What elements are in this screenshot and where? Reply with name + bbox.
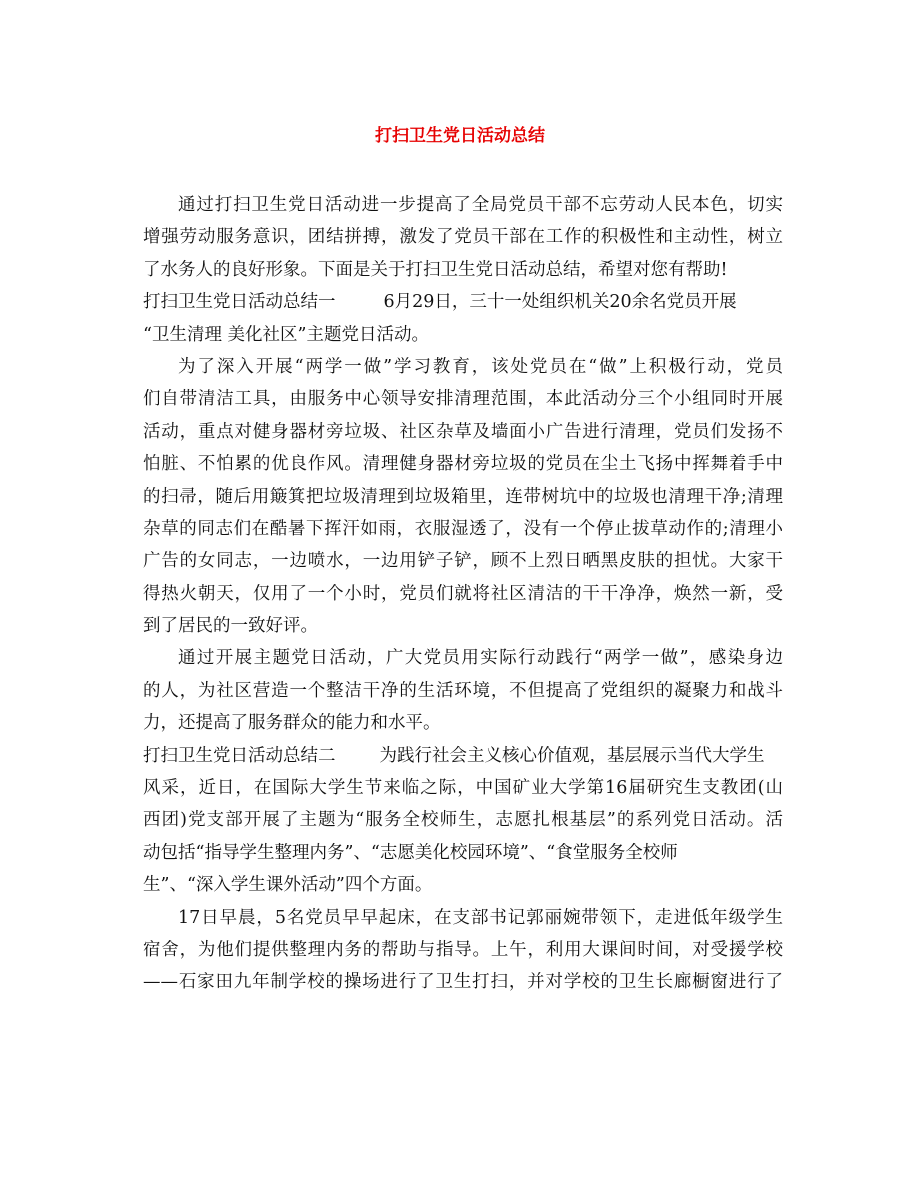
paragraph-line: 广告的女同志，一边喷水，一边用铲子铲，顾不上烈日晒黑皮肤的担忧。大家干 — [143, 551, 783, 572]
section-heading: 打扫卫生党日活动总结二 — [143, 745, 336, 766]
paragraph-line: 到了居民的一致好评。 — [143, 616, 318, 637]
paragraph-line: 怕脏、不怕累的优良作风。清理健身器材旁垃圾的党员在尘土飞扬中挥舞着手中 — [143, 454, 783, 475]
paragraph-line: 17日早晨，5名党员早早起床，在支部书记郭丽婉带领下，走进低年级学生 — [178, 907, 783, 928]
paragraph-line: 的人，为社区营造一个整洁干净的生活环境，不但提高了党组织的凝聚力和战斗 — [143, 680, 783, 701]
paragraph-line: 增强劳动服务意识，团结拼搏，激发了党员干部在工作的积极性和主动性，树立 — [143, 227, 783, 248]
paragraph-line: 为了深入开展“两学一做”学习教育，该处党员在“做”上积极行动，党员 — [178, 356, 783, 377]
paragraph-line: 通过打扫卫生党日活动进一步提高了全局党员干部不忘劳动人民本色，切实 — [178, 195, 783, 215]
paragraph-line: 宿舍，为他们提供整理内务的帮助与指导。上午，利用大课间时间，对受援学校 — [143, 939, 783, 960]
paragraph-line: 们自带清洁工具，由服务中心领导安排清理范围，本此活动分三个小组同时开展 — [143, 389, 783, 410]
document-title: 打扫卫生党日活动总结 — [375, 126, 545, 146]
section-lead-text: 6月29日，三十一处组织机关20余名党员开展 — [383, 292, 737, 313]
paragraph-line: “卫生清理 美化社区”主题党日活动。 — [143, 324, 429, 345]
paragraph-line: 得热火朝天，仅用了一个小时，党员们就将社区清洁的干干净净，焕然一新，受 — [143, 583, 783, 604]
paragraph-line: 生”、“深入学生课外活动”四个方面。 — [143, 875, 433, 896]
paragraph-line: 西团)党支部开展了主题为“服务全校师生，志愿扎根基层”的系列党日活动。活 — [143, 810, 783, 831]
section-heading: 打扫卫生党日活动总结一 — [143, 292, 336, 313]
paragraph-line: 了水务人的良好形象。下面是关于打扫卫生党日活动总结，希望对您有帮助! — [143, 259, 728, 280]
document-body — [143, 189, 783, 999]
paragraph-line: 的扫帚，随后用簸箕把垃圾清理到垃圾箱里，连带树坑中的垃圾也清理干净;清理 — [143, 486, 783, 507]
paragraph-line: 力，还提高了服务群众的能力和水平。 — [143, 713, 441, 734]
section-lead-text: 为践行社会主义核心价值观，基层展示当代大学生 — [379, 745, 765, 766]
paragraph-line: 活动，重点对健身器材旁垃圾、社区杂草及墙面小广告进行清理，党员们发扬不 — [143, 421, 783, 442]
section-heading-line — [143, 286, 783, 318]
paragraph-line: 杂草的同志们在酷暑下挥汗如雨，衣服湿透了，没有一个停止拔草动作的;清理小 — [143, 518, 783, 539]
paragraph-line: 风采，近日，在国际大学生节来临之际，中国矿业大学第16届研究生支教团(山 — [143, 778, 783, 799]
paragraph-line: 通过开展主题党日活动，广大党员用实际行动践行“两学一做”，感染身边 — [178, 648, 783, 669]
paragraph-line: ——石家田九年制学校的操场进行了卫生打扫，并对学校的卫生长廊橱窗进行了 — [143, 972, 783, 993]
paragraph-line: 动包括“指导学生整理内务”、“志愿美化校园环境”、“食堂服务全校师 — [143, 842, 678, 863]
section-heading-line — [143, 740, 783, 772]
